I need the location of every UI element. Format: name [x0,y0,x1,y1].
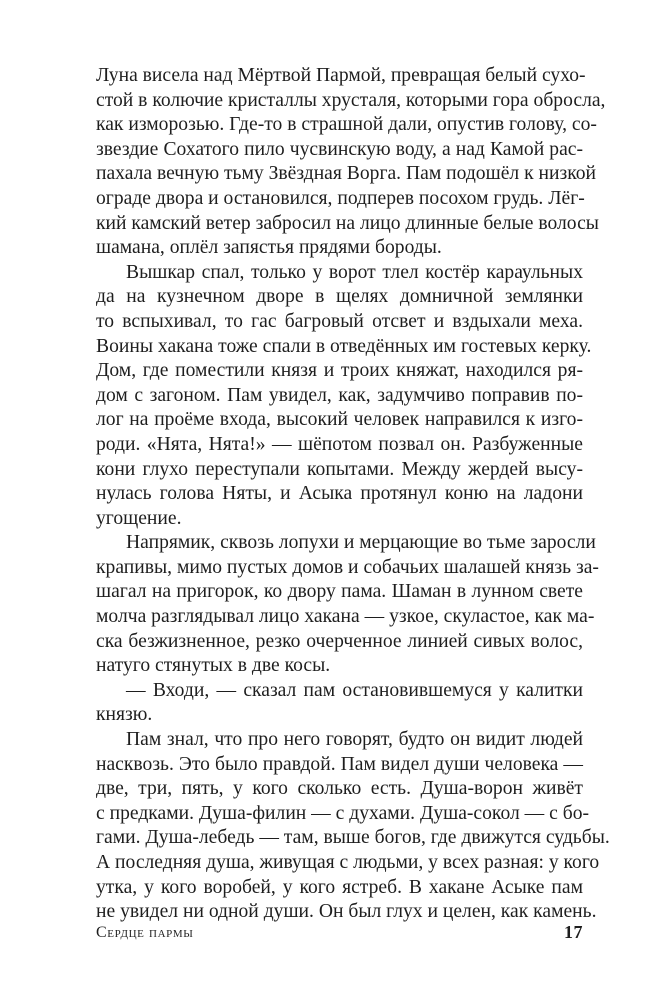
text-line: звездие Сохатого пило чусвинскую воду, а над Камой рас- [96,138,583,160]
text-line: А последняя душа, живущая с людьми, у всех разная: у кого [96,852,600,873]
body-text [96,64,610,925]
text-line: да на кузнечном дворе в щелях домничной землянки [96,286,583,308]
text-line: угощение. [96,507,182,529]
text-line: лог на проёме входа, высокий человек направился к изго- [96,409,583,431]
text-line: крапивы, мимо пустых домов и собачьих шалашей князь за- [96,556,599,578]
text-line: нулась голова Няты, и Асыка протянул коню на ладони [96,483,583,505]
text-line: роди. «Нята, Нята!» — шёпотом позвал он. Разбуженные [96,433,583,455]
text-line: кий камский ветер забросил на лицо длинные белые волосы [96,212,599,234]
paragraph-first-line: Пам знал, что про него говорят, будто он видит людей [126,729,583,751]
text-line: две, три, пять, у кого сколько есть. Душа-ворон живёт [96,778,583,800]
text-line: ска безжизненное, резко очерченное линией сивых волос, [96,630,583,652]
text-line: ограде двора и остановился, подперев посохом грудь. Лёг- [96,187,585,209]
text-line: кони глухо переступали копытами. Между жердей высу- [96,458,583,480]
text-line: как изморозью. Где-то в страшной дали, опустив голову, со- [96,114,597,136]
text-line: Луна висела над Мёртвой Пармой, превращая белый сухо- [96,65,586,86]
text-line: Дом, где поместили князя и троих княжат, находился ря- [96,360,583,382]
text-line: дом с загоном. Пам увидел, как, задумчиво поправив по- [96,384,583,406]
text-line: молча разглядывал лицо хакана — узкое, скуластое, как ма- [96,606,595,628]
page-number: 17 [564,922,583,942]
text-line: с предками. Душа-филин — с духами. Душа-сокол — с бо- [96,802,590,824]
text-line: пахала вечную тьму Звёздная Ворга. Пам подошёл к низкой [96,163,597,185]
text-line: стой в колючие кристаллы хрусталя, которыми гора обросла, [96,89,606,111]
running-title: Сердце пармы [96,924,194,941]
text-line: натуго стянутых в две косы. [96,655,331,677]
text-line: утка, у кого воробей, у кого ястреб. В хакане Асыке пам [96,876,583,898]
paragraph-first-line: Напрямик, сквозь лопухи и мерцающие во тьме заросли [126,532,596,554]
text-line: шамана, оплёл запястья прядями бороды. [96,237,442,259]
text-line: не увидел ни одной души. Он был глух и целен, как камень. [96,901,597,923]
paragraph-first-line: — Входи, — сказал пам остановившемуся у калитки [126,679,583,701]
text-line: то вспыхивал, то гас багровый отсвет и вздыхали меха. [96,310,583,332]
page-footer [96,924,583,948]
text-line: шагал на пригорок, ко двору пама. Шаман в лунном свете [96,581,583,603]
text-line: насквозь. Это было правдой. Пам видел души человека — [96,753,583,775]
text-line: князю. [96,704,153,726]
text-line: Воины хакана тоже спали в отведённых им гостевых керку. [96,335,592,357]
text-line: гами. Душа-лебедь — там, выше богов, где движутся судьбы. [96,827,610,849]
paragraph-first-line: Вышкар спал, только у ворот тлел костёр караульных [126,261,583,283]
